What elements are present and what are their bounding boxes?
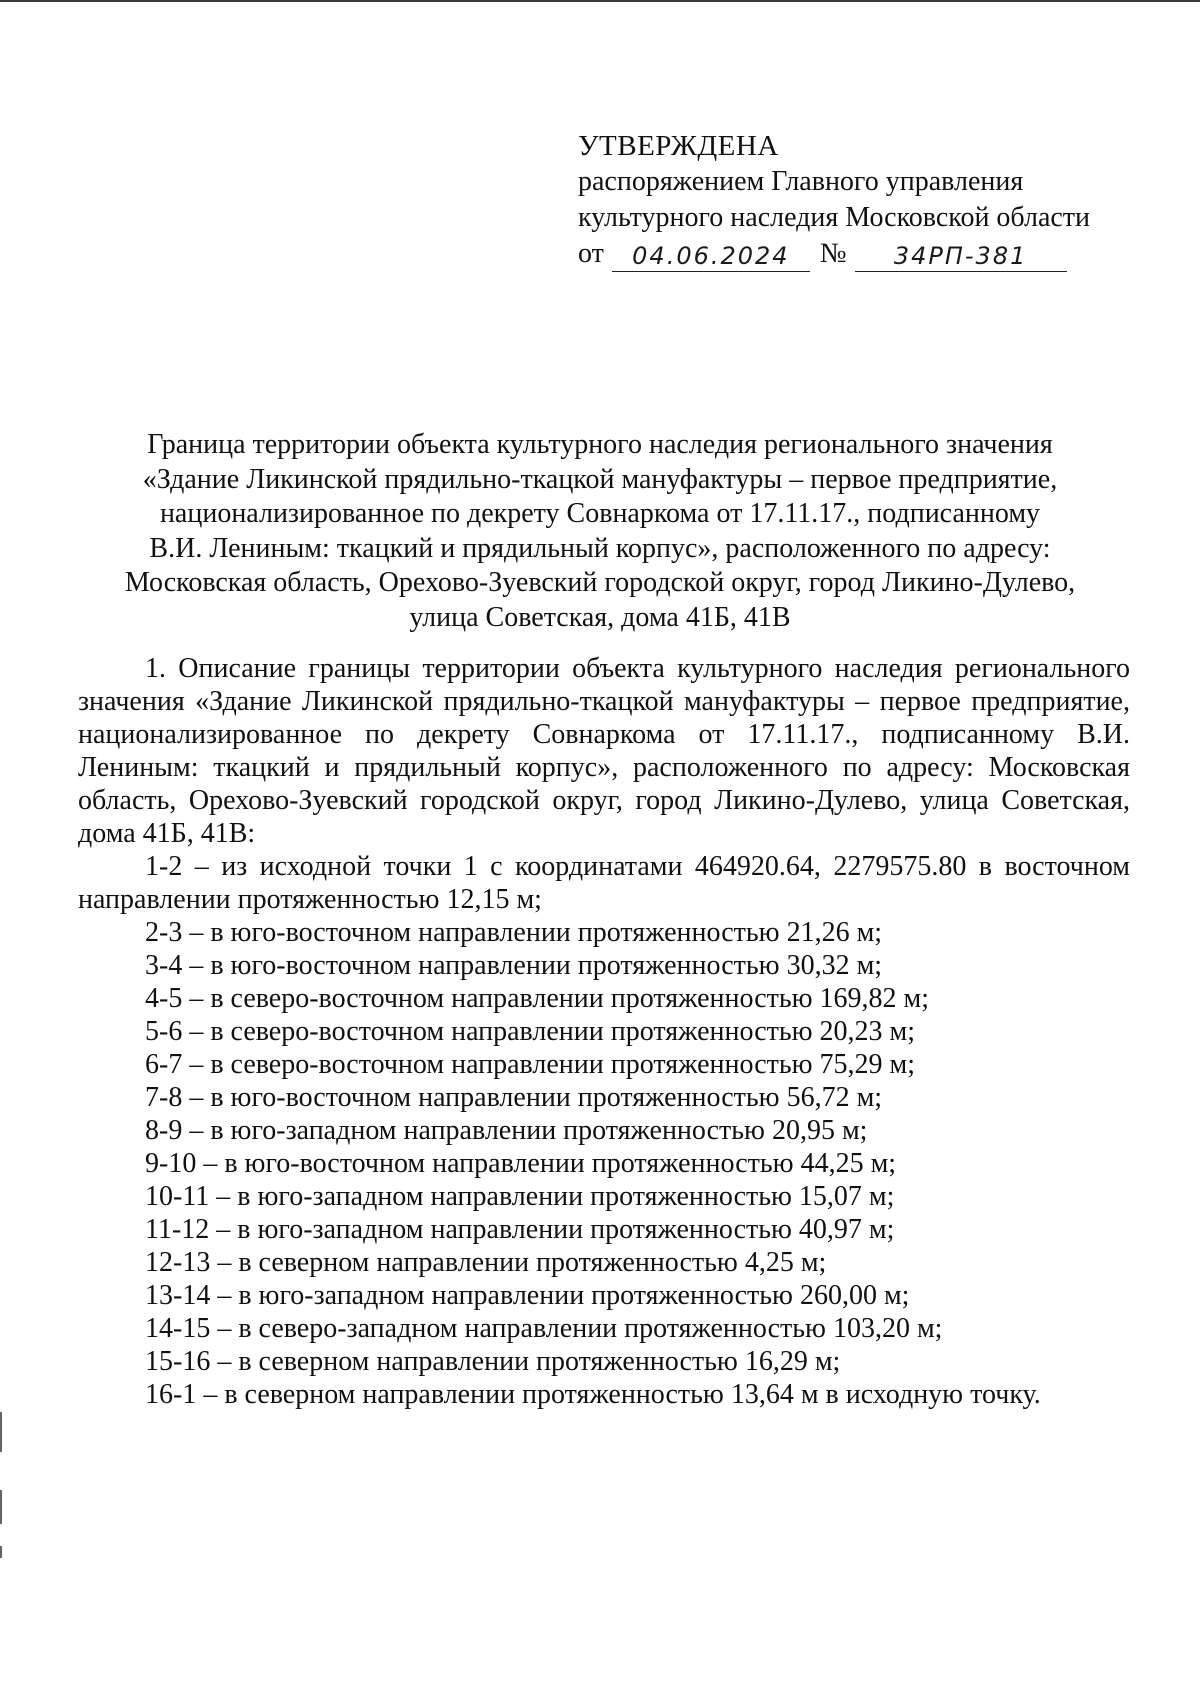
segment-item: 11-12 – в юго-западном направлении протяженностью 40,97 м; [145, 1214, 895, 1245]
number-label: № [819, 238, 847, 269]
approval-title: УТВЕРЖДЕНА [578, 130, 779, 162]
handwritten-date: 04.06.2024 [612, 241, 810, 272]
segment-item: 7-8 – в юго-восточном направлении протяженностью 56,72 м; [145, 1082, 883, 1113]
segment-item: 6-7 – в северо-восточном направлении протяженностью 75,29 м; [145, 1049, 916, 1080]
segment-item: 9-10 – в юго-восточном направлении протяженностью 44,25 м; [145, 1148, 897, 1179]
heading-line: Граница территории объекта культурного наследия регионального значения [147, 429, 1053, 460]
scan-left-edge-mark [0, 1490, 2, 1524]
boundary-description: 1. Описание границы территории объекта культурного наследия регионального значения «Здание Ликинской прядильно-ткацкой мануфактуры – первое предприятие, национализированное по декрету Совнаркома от 17.11.17., подписанному В.И. Лениным: ткацкий и прядильный корпус», расположенного по адресу: Московская область, Орехово-Зуевский городской округ, город Ликино-Дулево, улица Советская, дома 41Б, 41В: [78, 653, 1130, 849]
segment-item: 4-5 – в северо-восточном направлении протяженностью 169,82 м; [145, 983, 930, 1014]
segment-item: 10-11 – в юго-западном направлении протяженностью 15,07 м; [145, 1181, 895, 1212]
segment-first: 1-2 – из исходной точки 1 с координатами 464920.64, 2279575.80 в восточном направлении протяженностью 12,15 м; [78, 851, 1130, 915]
approval-date-number-line [578, 236, 1118, 272]
document-heading [110, 428, 1090, 635]
heading-line: улица Советская, дома 41Б, 41В [409, 601, 791, 633]
scan-top-edge [0, 0, 1200, 2]
approval-line-1: распоряжением Главного управления [578, 166, 1024, 197]
segment-list [78, 916, 1130, 1411]
handwritten-number: 34РП-381 [855, 241, 1067, 272]
segment-item: 2-3 – в юго-восточном направлении протяженностью 21,26 м; [145, 917, 883, 948]
heading-line: Московская область, Орехово-Зуевский городской округ, город Ликино-Дулево, [124, 567, 1076, 598]
segment-item: 15-16 – в северном направлении протяженностью 16,29 м; [145, 1346, 841, 1377]
approval-line-2: культурного наследия Московской области [578, 202, 1091, 233]
scan-left-edge-mark [0, 1546, 2, 1558]
segment-item: 3-4 – в юго-восточном направлении протяженностью 30,32 м; [145, 950, 883, 981]
approval-block [578, 128, 1118, 272]
segment-item: 5-6 – в северо-восточном направлении протяженностью 20,23 м; [145, 1016, 916, 1047]
segment-item: 8-9 – в юго-западном направлении протяженностью 20,95 м; [145, 1115, 868, 1146]
scan-left-edge-mark [0, 1412, 2, 1452]
heading-line: В.И. Лениным: ткацкий и прядильный корпус», расположенного по адресу: [149, 532, 1051, 564]
segment-item: 12-13 – в северном направлении протяженностью 4,25 м; [145, 1247, 827, 1278]
segment-item: 13-14 – в юго-западном направлении протяженностью 260,00 м; [145, 1280, 910, 1311]
document-body [78, 652, 1130, 1411]
segment-item: 14-15 – в северо-западном направлении протяженностью 103,20 м; [145, 1313, 943, 1344]
heading-line: национализированное по декрету Совнаркома от 17.11.17., подписанному [159, 498, 1041, 529]
heading-line: «Здание Ликинской прядильно-ткацкой мануфактуры – первое предприятие, [142, 463, 1058, 495]
segment-item: 16-1 – в северном направлении протяженностью 13,64 м в исходную точку. [145, 1379, 1041, 1410]
from-label: от [578, 238, 604, 269]
